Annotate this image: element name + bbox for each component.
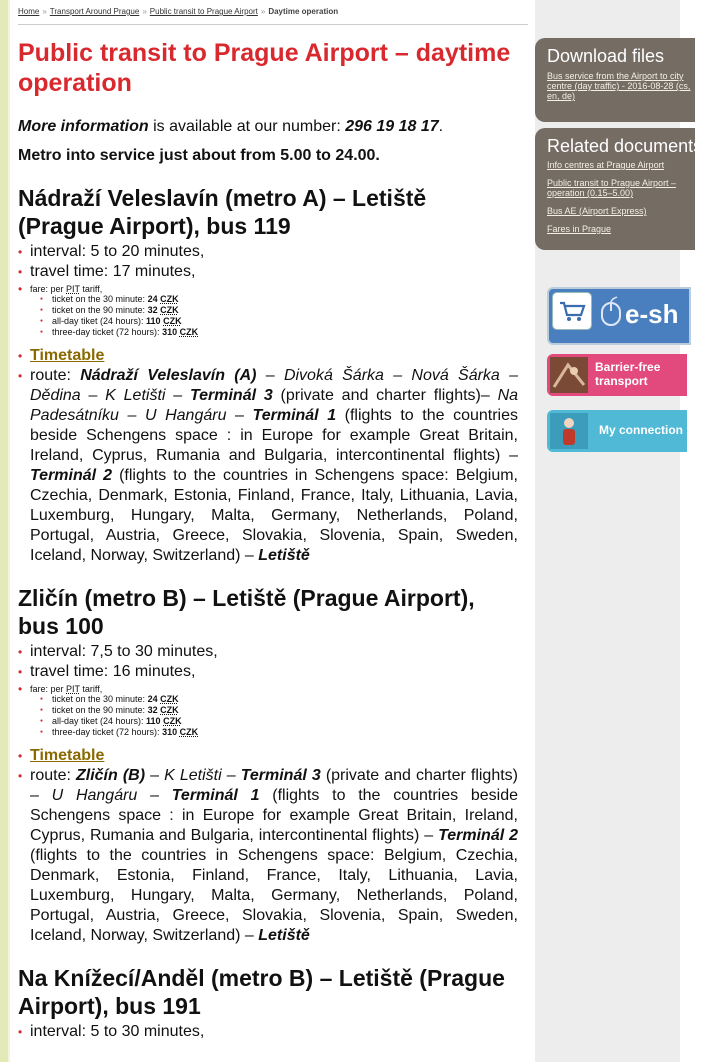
fare-label: three-day ticket (72 hours): bbox=[52, 727, 163, 737]
fare-unit: CZK bbox=[179, 327, 199, 337]
fare-item bbox=[40, 716, 518, 727]
related-link-night-line2[interactable]: operation (0.15–5.00) bbox=[547, 188, 634, 198]
barrier-free-label-line1: Barrier-free bbox=[595, 360, 661, 374]
fare-unit: CZK bbox=[160, 305, 179, 315]
route-facts-191 bbox=[18, 1022, 518, 1042]
route-heading-191: Na Knížecí/Anděl (metro B) – Letiště (Prague Airport), bus 191 bbox=[18, 965, 505, 1019]
eshop-label: e-sh bbox=[625, 299, 679, 329]
fare-label: all-day tiket (24 hours): bbox=[52, 316, 147, 326]
fare-unit: CZK bbox=[179, 727, 199, 737]
barrier-free-label-line2: transport bbox=[595, 374, 648, 388]
route-segment: K Letišti bbox=[164, 767, 222, 784]
route-segment: (flights to the countries in Schengens space: Belgium, Czechia, Denmark, Estonia, Finland, France, Italy, Lithuania, Lavia, Luxemburg, Hungary, Malta, Germany, Netherlands, Poland, Portugal, Austria, Greece, Slovakia, Slovenia, Spain, Sweden, Iceland, Norway, Switzerland) – bbox=[30, 847, 518, 944]
timetable-link-100[interactable]: Timetable bbox=[30, 747, 105, 764]
travel-time: • travel time: 16 minutes, bbox=[18, 662, 518, 682]
route-segment: – bbox=[165, 387, 190, 404]
route-description-100 bbox=[18, 766, 518, 946]
related-link-info-centres[interactable]: Info centres at Prague Airport bbox=[547, 160, 665, 170]
breadcrumb-airport[interactable]: Public transit to Prague Airport bbox=[149, 7, 258, 16]
timetable-link-119[interactable]: Timetable bbox=[30, 347, 105, 364]
more-info-middle: is available at our number: bbox=[148, 118, 346, 135]
fare-label: ticket on the 30 minute: bbox=[52, 294, 148, 304]
download-link-line2[interactable]: centre (day traffic) - 2016-08-28 (cs, bbox=[547, 81, 691, 91]
related-link-bus-ae[interactable]: Bus AE (Airport Express) bbox=[547, 206, 647, 216]
route-label: route: bbox=[30, 367, 81, 384]
interval: • interval: 5 to 20 minutes, bbox=[18, 242, 518, 262]
download-files-box bbox=[535, 38, 695, 122]
route-segment: Letiště bbox=[258, 927, 310, 944]
breadcrumb-home[interactable]: Home bbox=[18, 7, 40, 16]
route-segment: – bbox=[221, 767, 241, 784]
route-segment: (private and charter flights) – bbox=[30, 767, 518, 804]
breadcrumb-transport[interactable]: Transport Around Prague bbox=[49, 7, 140, 16]
breadcrumb-divider bbox=[18, 24, 528, 25]
fare-tail: tariff, bbox=[79, 684, 103, 694]
my-connection-banner[interactable] bbox=[547, 410, 687, 452]
route-segment: – bbox=[145, 767, 165, 784]
route-segment: – bbox=[137, 787, 172, 804]
related-link-fares[interactable]: Fares in Prague bbox=[547, 224, 612, 234]
fare-value: 310 bbox=[162, 727, 178, 737]
left-decor-strip bbox=[0, 0, 8, 1062]
download-files-title: Download files bbox=[547, 46, 665, 66]
fare-value: 24 bbox=[147, 694, 158, 704]
phone-number: 296 19 18 17 bbox=[345, 118, 439, 135]
fare-item bbox=[40, 294, 518, 305]
fare-value: 110 bbox=[146, 716, 161, 726]
route-segment: Terminál 1 bbox=[171, 787, 260, 804]
route-description-119 bbox=[18, 366, 518, 566]
fare-info bbox=[18, 284, 518, 338]
left-decor-strip-inner bbox=[8, 0, 10, 1062]
fare-value: 24 bbox=[147, 294, 158, 304]
fare-label: all-day tiket (24 hours): bbox=[52, 716, 147, 726]
fare-label: three-day ticket (72 hours): bbox=[52, 327, 163, 337]
interval: • interval: 7,5 to 30 minutes, bbox=[18, 642, 518, 662]
fare-label: ticket on the 90 minute: bbox=[52, 705, 148, 715]
fare-unit: CZK bbox=[160, 294, 179, 304]
fare-item bbox=[40, 327, 518, 338]
mouse-icon bbox=[599, 297, 623, 332]
route-label: route: bbox=[30, 767, 76, 784]
route-segment: Zličín (B) bbox=[75, 767, 146, 784]
fare-intro: fare: per bbox=[30, 684, 67, 694]
barrier-free-banner[interactable] bbox=[547, 354, 687, 396]
download-link-line3[interactable]: en, de) bbox=[547, 91, 576, 101]
route-segment: – bbox=[226, 407, 253, 424]
fare-unit: CZK bbox=[160, 705, 179, 715]
timetable-item bbox=[18, 346, 518, 366]
route-segment: (flights to the countries beside Schengens space : in Europe for example Great Britain, Ireland, Cyprus, Rumania and Bulgaria, intercontinental flights) – bbox=[30, 407, 518, 464]
fare-value: 110 bbox=[146, 316, 161, 326]
breadcrumb-separator: » bbox=[42, 7, 47, 16]
related-documents-title: Related documents bbox=[547, 136, 702, 156]
more-info-text bbox=[18, 117, 518, 137]
fare-list bbox=[30, 694, 518, 738]
fare-item bbox=[40, 694, 518, 705]
person-photo-icon bbox=[550, 413, 588, 449]
fare-item bbox=[40, 727, 518, 738]
route-heading-119: Nádraží Veleslavín (metro A) – Letiště (Prague Airport), bus 119 bbox=[18, 185, 427, 239]
more-info-suffix: . bbox=[438, 118, 444, 135]
fare-unit: CZK bbox=[163, 316, 182, 326]
fare-abbr: PIT bbox=[66, 284, 80, 294]
fare-label: ticket on the 90 minute: bbox=[52, 305, 148, 315]
fare-value: 32 bbox=[147, 305, 158, 315]
eshop-banner[interactable] bbox=[547, 287, 691, 345]
related-documents-box bbox=[535, 128, 702, 250]
main-content bbox=[18, 38, 518, 1042]
breadcrumb-current: Daytime operation bbox=[268, 7, 339, 16]
route-segment: Nádraží Veleslavín (A) bbox=[80, 367, 257, 384]
route-segment: Terminál 2 bbox=[438, 827, 519, 844]
route-segment: Terminál 2 bbox=[30, 467, 113, 484]
fare-list bbox=[30, 294, 518, 338]
route-segment: U Hangáru bbox=[51, 787, 138, 804]
fare-unit: CZK bbox=[160, 694, 179, 704]
route-segment: Divoká Šárka – Nová Šárka – Dědina – K Letišti bbox=[30, 367, 519, 404]
route-segment: (private and charter flights)– bbox=[272, 387, 498, 404]
route-segment: Na Padesátníku – U Hangáru bbox=[30, 387, 519, 424]
cart-icon bbox=[552, 292, 592, 330]
fare-unit: CZK bbox=[163, 716, 182, 726]
fare-abbr: PIT bbox=[66, 684, 80, 694]
breadcrumb-separator: » bbox=[260, 7, 266, 16]
route-segment: Terminál 3 bbox=[189, 387, 273, 404]
download-link-line1[interactable]: Bus service from the Airport to city bbox=[547, 71, 684, 81]
route-segment: (flights to the countries beside Schengens space : in Europe for example Great Britain, Ireland, Cyprus, Rumania and Bulgaria, intercontinental flights) – bbox=[30, 787, 519, 844]
my-connection-label: My connection bbox=[599, 423, 684, 437]
fare-label: ticket on the 30 minute: bbox=[52, 694, 148, 704]
route-segment: – bbox=[256, 367, 284, 384]
interval: • interval: 5 to 30 minutes, bbox=[18, 1022, 518, 1042]
fare-item bbox=[40, 316, 518, 327]
fare-value: 310 bbox=[162, 327, 178, 337]
accessibility-photo-icon bbox=[550, 357, 588, 393]
fare-value: 32 bbox=[147, 705, 158, 715]
route-facts-100 bbox=[18, 642, 518, 738]
fare-item bbox=[40, 705, 518, 716]
route-facts-119 bbox=[18, 242, 518, 338]
travel-time: • travel time: 17 minutes, bbox=[18, 262, 518, 282]
metro-hours: Metro into service just about from 5.00 to 24.00. bbox=[18, 147, 380, 164]
page-title: Public transit to Prague Airport – daytime operation bbox=[18, 39, 511, 97]
route-segment: Letiště bbox=[258, 547, 310, 564]
route-segment: (flights to the countries in Schengens space: Belgium, Czechia, Denmark, Estonia, Finland, France, Italy, Lithuania, Lavia, Luxemburg, Hungary, Malta, Germany, Netherlands, Poland, Portugal, Austria, Greece, Slovakia, Slovenia, Spain, Sweden, Iceland, Norway, Switzerland) – bbox=[30, 467, 518, 564]
route-segment: Terminál 1 bbox=[252, 407, 337, 424]
timetable-item bbox=[18, 746, 518, 766]
related-link-night-line1[interactable]: Public transit to Prague Airport – bbox=[547, 178, 677, 188]
fare-info bbox=[18, 684, 518, 738]
fare-item bbox=[40, 305, 518, 316]
fare-intro: fare: per bbox=[30, 284, 67, 294]
more-info-prefix: More information bbox=[18, 118, 149, 135]
route-heading-100: Zličín (metro B) – Letiště (Prague Airport), bus 100 bbox=[18, 585, 475, 639]
route-segment: Terminál 3 bbox=[240, 767, 321, 784]
breadcrumb-separator: » bbox=[142, 7, 147, 16]
breadcrumb bbox=[18, 7, 338, 16]
fare-tail: tariff, bbox=[79, 284, 103, 294]
